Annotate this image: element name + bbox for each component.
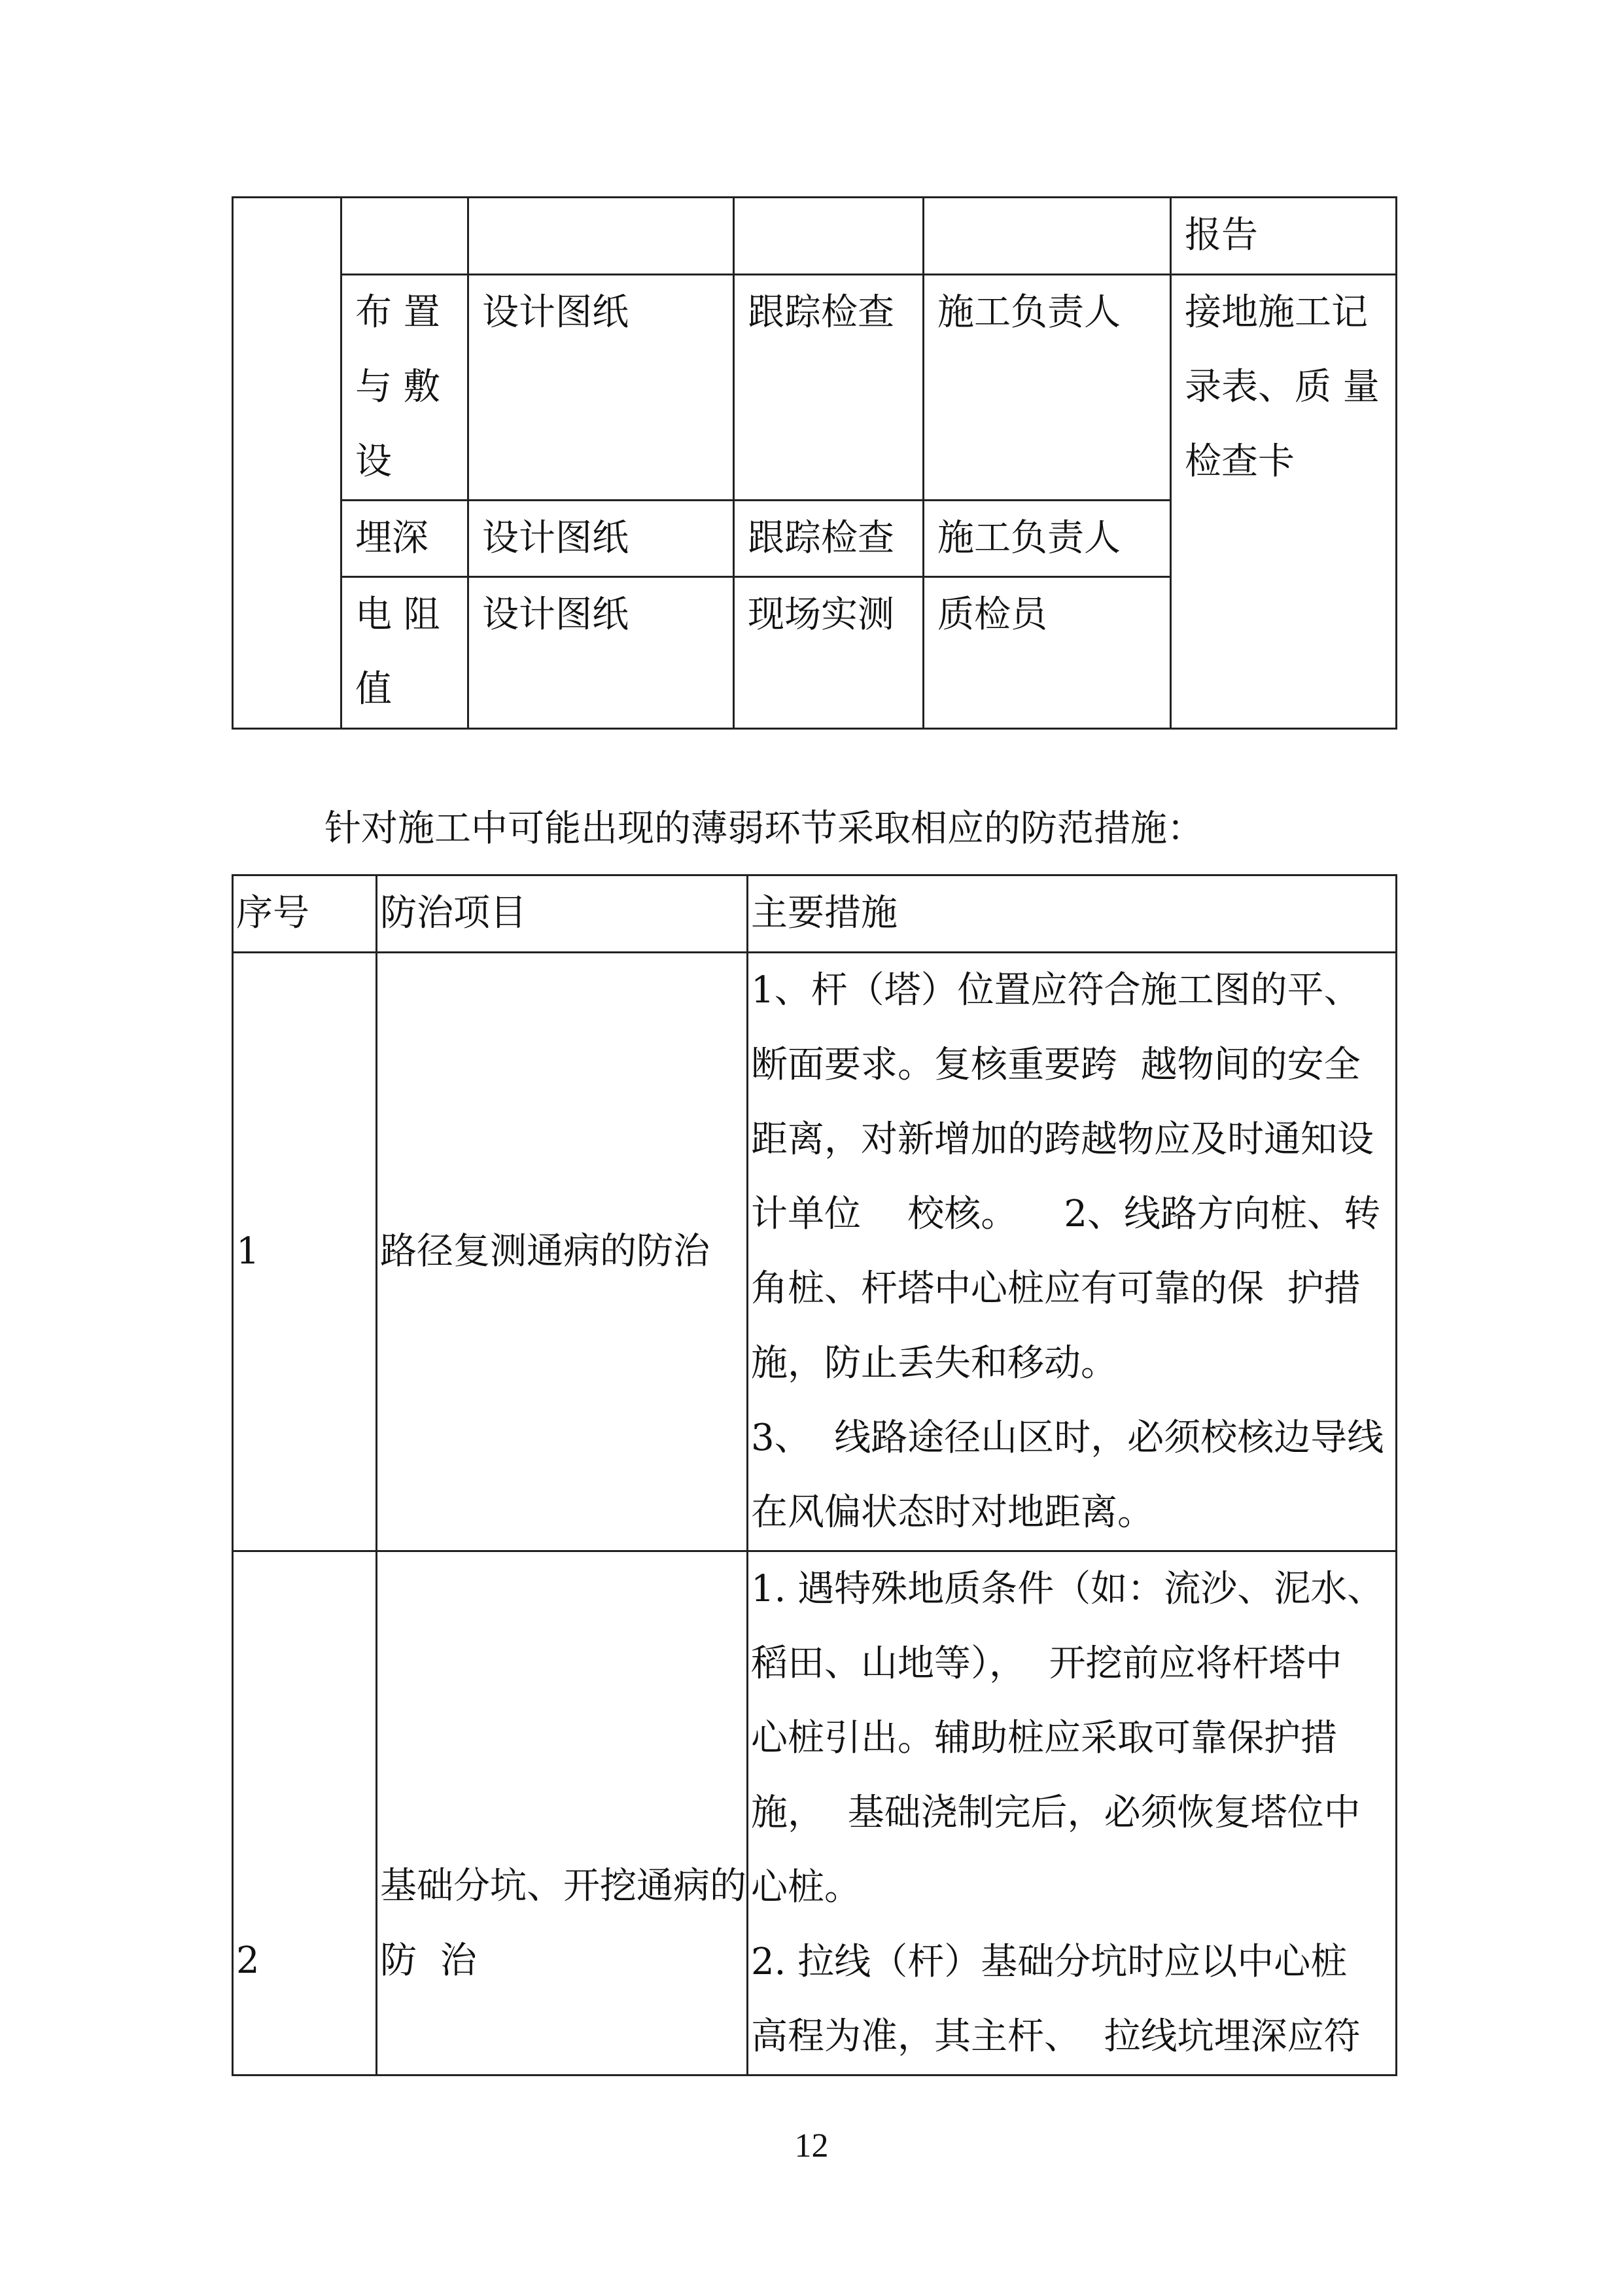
table-cell [1171, 275, 1397, 729]
header-no: 序号 [236, 892, 309, 934]
row-number: 1 [236, 1230, 260, 1273]
table-cell [924, 275, 1171, 501]
item-label: 布 置 与 敷 设 [355, 291, 440, 483]
method-label: 现场实测 [748, 593, 894, 636]
basis-label: 设计图纸 [482, 593, 629, 636]
measures-text: 1. 遇特殊地质条件（如：流沙、泥水、 稻田、山地等）， 开挖前应将杆塔中 心桩引出。辅助桩应采取可靠保护措 施， 基础浇制完后，必须恢复塔位中 心桩。 2. 拉线（杆）基础分坑时应以中心桩 高程为准，其主杆、 拉线坑埋深应符 [751, 1568, 1384, 2058]
person-label: 施工负责人 [937, 517, 1121, 559]
header-project: 防治项目 [380, 892, 527, 934]
table-cell [468, 275, 734, 501]
table-row [233, 275, 1397, 501]
table-cell [468, 501, 734, 577]
table-cell [734, 577, 924, 729]
table-cell [734, 275, 924, 501]
table-cell [748, 953, 1397, 1551]
table-header-row [233, 875, 1397, 953]
person-label: 施工负责人 [937, 291, 1121, 334]
table-cell [1171, 198, 1397, 275]
method-label: 跟踪检查 [748, 517, 894, 559]
table-cell [341, 198, 468, 275]
table-cell [341, 577, 468, 729]
table-cell [734, 198, 924, 275]
header-measures: 主要措施 [751, 892, 898, 934]
table-cell [924, 198, 1171, 275]
table-cell [924, 577, 1171, 729]
table-cell [341, 275, 468, 501]
table-cell [734, 501, 924, 577]
report-text: 报告 [1185, 214, 1258, 256]
basis-label: 设计图纸 [482, 517, 629, 559]
table-cell [233, 1551, 377, 2075]
table-cell [233, 198, 341, 729]
header-cell [233, 875, 377, 953]
table-row [233, 1551, 1397, 2075]
record-label: 接地施工记 录表、质 量 检查卡 [1185, 291, 1380, 483]
header-cell [377, 875, 748, 953]
table-cell [233, 953, 377, 1551]
table-cell [924, 501, 1171, 577]
table-cell [748, 1551, 1397, 2075]
table-cell [468, 577, 734, 729]
table-cell [377, 953, 748, 1551]
method-label: 跟踪检查 [748, 291, 894, 334]
header-cell [748, 875, 1397, 953]
item-label: 埋深 [355, 517, 428, 559]
table-row [233, 953, 1397, 1551]
project-label: 基础分坑、开挖通病的 防 治 [380, 1865, 746, 1982]
project-label: 路径复测通病的防治 [380, 1230, 710, 1273]
row-number: 2 [236, 1939, 260, 1982]
measures-table [232, 874, 1397, 2076]
measures-text: 1、杆（塔）位置应符合施工图的平、 断面要求。复核重要跨 越物间的安全 距离，对新增加的跨越物应及时通知设 计单位 校核。 2、线路方向桩、转 角桩、杆塔中心桩应有可靠的保 护措 施，防止丢失和移动。 3、 线路途径山区时，必须校核边导线 在风偏状态时对地距离。 [751, 969, 1384, 1534]
table-cell [468, 198, 734, 275]
table-row [233, 198, 1397, 275]
item-label: 电 阻 值 [355, 593, 440, 711]
inspection-table [232, 196, 1397, 730]
table-cell [377, 1551, 748, 2075]
intro-paragraph: 针对施工中可能出现的薄弱环节采取相应的防范措施： [324, 807, 1204, 850]
person-label: 质检员 [937, 593, 1047, 636]
basis-label: 设计图纸 [482, 291, 629, 334]
table-cell [341, 501, 468, 577]
page-number: 12 [794, 2127, 829, 2164]
